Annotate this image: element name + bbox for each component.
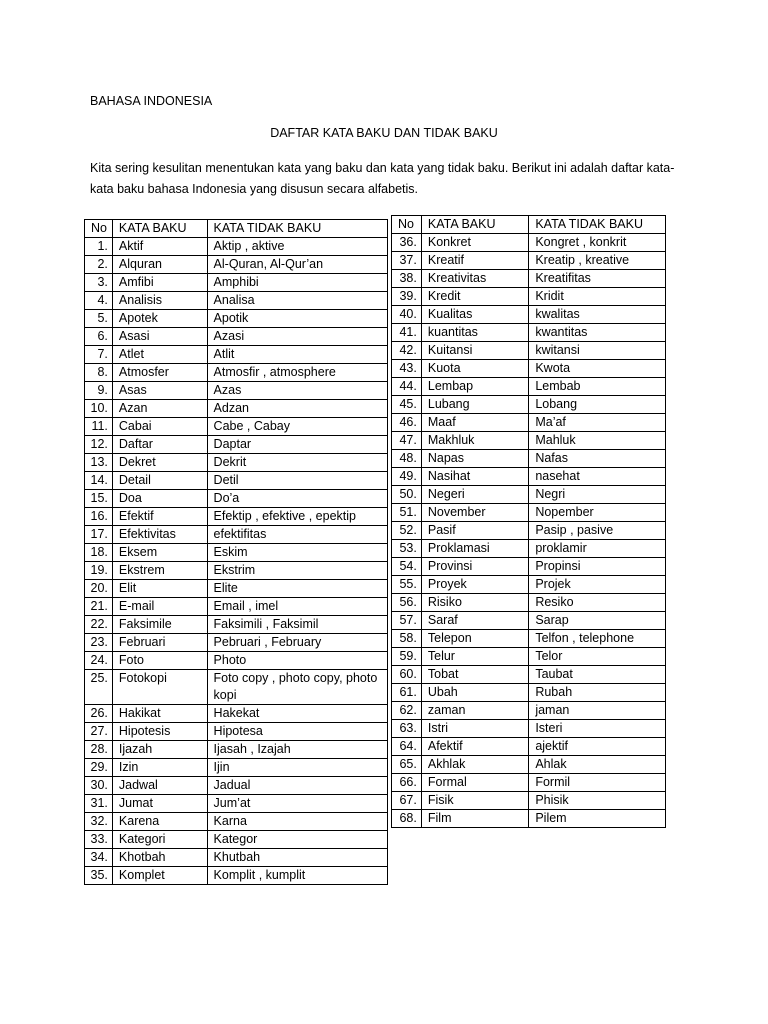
row-number: 60. [392, 666, 422, 684]
kata-baku-cell: Detail [112, 472, 207, 490]
table-row [85, 274, 388, 292]
table-row [392, 774, 666, 792]
table-row [85, 759, 388, 777]
kata-tidak-baku-cell: nasehat [529, 468, 666, 486]
row-number: 28. [85, 741, 113, 759]
kata-baku-cell: Analisis [112, 292, 207, 310]
kata-tidak-baku-cell: Eskim [207, 544, 387, 562]
row-number: 43. [392, 360, 422, 378]
table-row [85, 418, 388, 436]
kata-tidak-baku-cell: Pilem [529, 810, 666, 828]
kata-tidak-baku-cell: jaman [529, 702, 666, 720]
kata-tidak-baku-cell: Ijin [207, 759, 387, 777]
table-row [85, 508, 388, 526]
table-row [85, 616, 388, 634]
table-row [392, 252, 666, 270]
row-number: 30. [85, 777, 113, 795]
table-row [392, 558, 666, 576]
kata-baku-cell: Atlet [112, 346, 207, 364]
table-row [392, 702, 666, 720]
kata-baku-cell: Lembap [421, 378, 528, 396]
kata-tidak-baku-cell: Detil [207, 472, 387, 490]
col-header-kata-tidak-baku: KATA TIDAK BAKU [207, 220, 387, 238]
row-number: 44. [392, 378, 422, 396]
kata-tidak-baku-cell: Resiko [529, 594, 666, 612]
kata-tidak-baku-cell: ajektif [529, 738, 666, 756]
kata-baku-cell: Dekret [112, 454, 207, 472]
kata-baku-cell: Negeri [421, 486, 528, 504]
kata-tidak-baku-cell: Ma’af [529, 414, 666, 432]
table-row [85, 795, 388, 813]
kata-baku-cell: Kredit [421, 288, 528, 306]
kata-baku-cell: Hipotesis [112, 723, 207, 741]
kata-tidak-baku-cell: Isteri [529, 720, 666, 738]
kata-tidak-baku-cell: Projek [529, 576, 666, 594]
table-row [392, 738, 666, 756]
col-header-no: No [392, 216, 422, 234]
table-row [392, 360, 666, 378]
kata-baku-cell: Efektif [112, 508, 207, 526]
table-row [85, 670, 388, 705]
kata-tidak-baku-cell: Taubat [529, 666, 666, 684]
row-number: 34. [85, 849, 113, 867]
kata-tidak-baku-cell: Atlit [207, 346, 387, 364]
table-row [392, 612, 666, 630]
table-row [392, 810, 666, 828]
row-number: 31. [85, 795, 113, 813]
row-number: 26. [85, 705, 113, 723]
table-header-row [392, 216, 666, 234]
table-row [392, 288, 666, 306]
row-number: 53. [392, 540, 422, 558]
kata-baku-cell: Komplet [112, 867, 207, 885]
row-number: 39. [392, 288, 422, 306]
row-number: 36. [392, 234, 422, 252]
table-row [392, 504, 666, 522]
kata-baku-cell: Elit [112, 580, 207, 598]
kata-tidak-baku-cell: efektifitas [207, 526, 387, 544]
kata-baku-cell: Ekstrem [112, 562, 207, 580]
kata-baku-cell: zaman [421, 702, 528, 720]
kata-tidak-baku-cell: Amphibi [207, 274, 387, 292]
row-number: 61. [392, 684, 422, 702]
row-number: 47. [392, 432, 422, 450]
kata-baku-cell: Nasihat [421, 468, 528, 486]
table-row [392, 630, 666, 648]
table-row [85, 310, 388, 328]
kata-tidak-baku-cell: Azas [207, 382, 387, 400]
table-row [392, 792, 666, 810]
row-number: 52. [392, 522, 422, 540]
kata-tidak-baku-cell: kwalitas [529, 306, 666, 324]
kata-tidak-baku-cell: Email , imel [207, 598, 387, 616]
kata-baku-cell: Karena [112, 813, 207, 831]
kata-baku-cell: Telur [421, 648, 528, 666]
row-number: 56. [392, 594, 422, 612]
kata-tidak-baku-cell: Elite [207, 580, 387, 598]
kata-tidak-baku-cell: Jadual [207, 777, 387, 795]
kata-baku-cell: November [421, 504, 528, 522]
kata-tidak-baku-cell: Ekstrim [207, 562, 387, 580]
kata-baku-cell: Saraf [421, 612, 528, 630]
kata-tidak-baku-cell: Mahluk [529, 432, 666, 450]
kata-baku-cell: Ubah [421, 684, 528, 702]
table-row [392, 234, 666, 252]
table-row [392, 468, 666, 486]
kata-baku-cell: Jadwal [112, 777, 207, 795]
row-number: 16. [85, 508, 113, 526]
kata-tidak-baku-cell: Formil [529, 774, 666, 792]
row-number: 22. [85, 616, 113, 634]
table-row [392, 648, 666, 666]
row-number: 15. [85, 490, 113, 508]
row-number: 46. [392, 414, 422, 432]
row-number: 12. [85, 436, 113, 454]
row-number: 18. [85, 544, 113, 562]
kata-tidak-baku-cell: Khutbah [207, 849, 387, 867]
kata-tidak-baku-cell: Nafas [529, 450, 666, 468]
subject-heading: BAHASA INDONESIA [90, 94, 213, 108]
kata-baku-cell: Telepon [421, 630, 528, 648]
kata-tidak-baku-cell: Dekrit [207, 454, 387, 472]
row-number: 45. [392, 396, 422, 414]
kata-baku-cell: Provinsi [421, 558, 528, 576]
table-row [85, 652, 388, 670]
kata-baku-cell: Istri [421, 720, 528, 738]
kata-baku-cell: Tobat [421, 666, 528, 684]
kata-tidak-baku-cell: Efektip , efektive , epektip [207, 508, 387, 526]
row-number: 42. [392, 342, 422, 360]
kata-baku-cell: Konkret [421, 234, 528, 252]
kata-baku-cell: Asas [112, 382, 207, 400]
kata-baku-cell: Azan [112, 400, 207, 418]
kata-tidak-baku-cell: Jum’at [207, 795, 387, 813]
table-row [85, 256, 388, 274]
col-header-kata-tidak-baku: KATA TIDAK BAKU [529, 216, 666, 234]
kata-tidak-baku-cell: Daptar [207, 436, 387, 454]
row-number: 19. [85, 562, 113, 580]
kata-tidak-baku-cell: Kreatip , kreative [529, 252, 666, 270]
table-row [85, 346, 388, 364]
kata-tidak-baku-cell: Rubah [529, 684, 666, 702]
kata-tidak-baku-cell: Pebruari , February [207, 634, 387, 652]
table-row [85, 580, 388, 598]
table-row [85, 562, 388, 580]
kata-tidak-baku-cell: Kongret , konkrit [529, 234, 666, 252]
kata-baku-cell: kuantitas [421, 324, 528, 342]
kata-baku-cell: Fotokopi [112, 670, 207, 705]
kata-baku-cell: Daftar [112, 436, 207, 454]
kata-baku-cell: Cabai [112, 418, 207, 436]
kata-tidak-baku-cell: Cabe , Cabay [207, 418, 387, 436]
row-number: 49. [392, 468, 422, 486]
kata-baku-cell: Kategori [112, 831, 207, 849]
row-number: 40. [392, 306, 422, 324]
row-number: 17. [85, 526, 113, 544]
row-number: 25. [85, 670, 113, 705]
table-row [392, 522, 666, 540]
kata-baku-cell: Proyek [421, 576, 528, 594]
row-number: 2. [85, 256, 113, 274]
row-number: 24. [85, 652, 113, 670]
kata-baku-cell: Kuota [421, 360, 528, 378]
kata-baku-cell: E-mail [112, 598, 207, 616]
row-number: 10. [85, 400, 113, 418]
table-row [392, 486, 666, 504]
row-number: 23. [85, 634, 113, 652]
table-row [392, 540, 666, 558]
kata-baku-cell: Risiko [421, 594, 528, 612]
table-row [392, 396, 666, 414]
kata-tidak-baku-cell: Do’a [207, 490, 387, 508]
table-row [392, 594, 666, 612]
kata-baku-cell: Faksimile [112, 616, 207, 634]
row-number: 14. [85, 472, 113, 490]
table-row [85, 328, 388, 346]
row-number: 59. [392, 648, 422, 666]
kata-tidak-baku-cell: Kategor [207, 831, 387, 849]
table-row [392, 756, 666, 774]
row-number: 3. [85, 274, 113, 292]
table-row [85, 238, 388, 256]
table-row [85, 526, 388, 544]
kata-baku-cell: Asasi [112, 328, 207, 346]
word-table-left [84, 219, 388, 885]
table-row [85, 292, 388, 310]
kata-baku-cell: Ijazah [112, 741, 207, 759]
row-number: 57. [392, 612, 422, 630]
table-row [392, 414, 666, 432]
row-number: 6. [85, 328, 113, 346]
row-number: 32. [85, 813, 113, 831]
row-number: 1. [85, 238, 113, 256]
row-number: 5. [85, 310, 113, 328]
kata-baku-cell: Jumat [112, 795, 207, 813]
kata-baku-cell: Makhluk [421, 432, 528, 450]
row-number: 7. [85, 346, 113, 364]
kata-tidak-baku-cell: proklamir [529, 540, 666, 558]
table-row [85, 777, 388, 795]
row-number: 37. [392, 252, 422, 270]
kata-baku-cell: Pasif [421, 522, 528, 540]
table-row [392, 684, 666, 702]
row-number: 4. [85, 292, 113, 310]
row-number: 66. [392, 774, 422, 792]
col-header-kata-baku: KATA BAKU [112, 220, 207, 238]
col-header-kata-baku: KATA BAKU [421, 216, 528, 234]
table-row [85, 400, 388, 418]
row-number: 13. [85, 454, 113, 472]
kata-tidak-baku-cell: Ahlak [529, 756, 666, 774]
row-number: 21. [85, 598, 113, 616]
row-number: 27. [85, 723, 113, 741]
kata-tidak-baku-cell: Photo [207, 652, 387, 670]
kata-tidak-baku-cell: Propinsi [529, 558, 666, 576]
table-row [85, 490, 388, 508]
kata-tidak-baku-cell: Kridit [529, 288, 666, 306]
row-number: 64. [392, 738, 422, 756]
row-number: 67. [392, 792, 422, 810]
kata-baku-cell: Formal [421, 774, 528, 792]
table-row [85, 454, 388, 472]
kata-baku-cell: Kreativitas [421, 270, 528, 288]
kata-tidak-baku-cell: Foto copy , photo copy, photo kopi [207, 670, 387, 705]
kata-tidak-baku-cell: Karna [207, 813, 387, 831]
table-row [85, 741, 388, 759]
kata-tidak-baku-cell: Sarap [529, 612, 666, 630]
kata-tidak-baku-cell: Lobang [529, 396, 666, 414]
kata-baku-cell: Foto [112, 652, 207, 670]
row-number: 35. [85, 867, 113, 885]
kata-tidak-baku-cell: Nopember [529, 504, 666, 522]
table-row [85, 634, 388, 652]
table-row [85, 436, 388, 454]
table-row [85, 472, 388, 490]
row-number: 20. [85, 580, 113, 598]
kata-baku-cell: Kuitansi [421, 342, 528, 360]
kata-baku-cell: Kualitas [421, 306, 528, 324]
row-number: 50. [392, 486, 422, 504]
table-row [85, 705, 388, 723]
kata-tidak-baku-cell: Aktip , aktive [207, 238, 387, 256]
table-row [85, 598, 388, 616]
row-number: 38. [392, 270, 422, 288]
kata-baku-cell: Atmosfer [112, 364, 207, 382]
table-row [392, 306, 666, 324]
kata-baku-cell: Lubang [421, 396, 528, 414]
table-row [85, 813, 388, 831]
kata-tidak-baku-cell: Telfon , telephone [529, 630, 666, 648]
kata-tidak-baku-cell: Telor [529, 648, 666, 666]
table-row [392, 450, 666, 468]
kata-baku-cell: Eksem [112, 544, 207, 562]
kata-baku-cell: Maaf [421, 414, 528, 432]
word-table-right [391, 215, 666, 828]
kata-baku-cell: Proklamasi [421, 540, 528, 558]
kata-baku-cell: Fisik [421, 792, 528, 810]
row-number: 48. [392, 450, 422, 468]
table-header-row [85, 220, 388, 238]
table-row [392, 576, 666, 594]
kata-tidak-baku-cell: Hipotesa [207, 723, 387, 741]
table-row [392, 378, 666, 396]
row-number: 65. [392, 756, 422, 774]
kata-tidak-baku-cell: Komplit , kumplit [207, 867, 387, 885]
kata-baku-cell: Izin [112, 759, 207, 777]
kata-tidak-baku-cell: Apotik [207, 310, 387, 328]
kata-baku-cell: Apotek [112, 310, 207, 328]
kata-baku-cell: Film [421, 810, 528, 828]
row-number: 63. [392, 720, 422, 738]
table-row [392, 270, 666, 288]
kata-tidak-baku-cell: Phisik [529, 792, 666, 810]
table-row [392, 666, 666, 684]
row-number: 11. [85, 418, 113, 436]
table-row [392, 432, 666, 450]
kata-tidak-baku-cell: Pasip , pasive [529, 522, 666, 540]
kata-baku-cell: Doa [112, 490, 207, 508]
table-row [85, 723, 388, 741]
document-title: DAFTAR KATA BAKU DAN TIDAK BAKU [270, 126, 498, 140]
intro-paragraph: Kita sering kesulitan menentukan kata yang baku dan kata yang tidak baku. Berikut ini adalah daftar kata-kata baku bahasa Indonesia yang disusun secara alfabetis. [90, 161, 675, 196]
row-number: 62. [392, 702, 422, 720]
kata-tidak-baku-cell: Kwota [529, 360, 666, 378]
kata-baku-cell: Alquran [112, 256, 207, 274]
kata-tidak-baku-cell: Lembab [529, 378, 666, 396]
kata-tidak-baku-cell: Analisa [207, 292, 387, 310]
row-number: 33. [85, 831, 113, 849]
table-row [392, 324, 666, 342]
kata-tidak-baku-cell: kwantitas [529, 324, 666, 342]
kata-tidak-baku-cell: kwitansi [529, 342, 666, 360]
kata-tidak-baku-cell: Ijasah , Izajah [207, 741, 387, 759]
kata-baku-cell: Afektif [421, 738, 528, 756]
row-number: 55. [392, 576, 422, 594]
row-number: 41. [392, 324, 422, 342]
kata-baku-cell: Efektivitas [112, 526, 207, 544]
table-row [85, 364, 388, 382]
table-row [85, 867, 388, 885]
kata-tidak-baku-cell: Azasi [207, 328, 387, 346]
table-row [85, 849, 388, 867]
kata-baku-cell: Akhlak [421, 756, 528, 774]
kata-baku-cell: Februari [112, 634, 207, 652]
table-row [392, 720, 666, 738]
row-number: 8. [85, 364, 113, 382]
col-header-no: No [85, 220, 113, 238]
kata-baku-cell: Hakikat [112, 705, 207, 723]
kata-tidak-baku-cell: Atmosfir , atmosphere [207, 364, 387, 382]
row-number: 51. [392, 504, 422, 522]
kata-baku-cell: Khotbah [112, 849, 207, 867]
kata-baku-cell: Kreatif [421, 252, 528, 270]
kata-baku-cell: Napas [421, 450, 528, 468]
row-number: 29. [85, 759, 113, 777]
kata-baku-cell: Amfibi [112, 274, 207, 292]
kata-tidak-baku-cell: Kreatifitas [529, 270, 666, 288]
table-row [85, 544, 388, 562]
kata-tidak-baku-cell: Negri [529, 486, 666, 504]
kata-baku-cell: Aktif [112, 238, 207, 256]
kata-tidak-baku-cell: Adzan [207, 400, 387, 418]
table-row [85, 831, 388, 849]
table-row [392, 342, 666, 360]
kata-tidak-baku-cell: Al-Quran, Al-Qur’an [207, 256, 387, 274]
kata-tidak-baku-cell: Faksimili , Faksimil [207, 616, 387, 634]
table-row [85, 382, 388, 400]
kata-tidak-baku-cell: Hakekat [207, 705, 387, 723]
row-number: 68. [392, 810, 422, 828]
row-number: 54. [392, 558, 422, 576]
row-number: 9. [85, 382, 113, 400]
row-number: 58. [392, 630, 422, 648]
